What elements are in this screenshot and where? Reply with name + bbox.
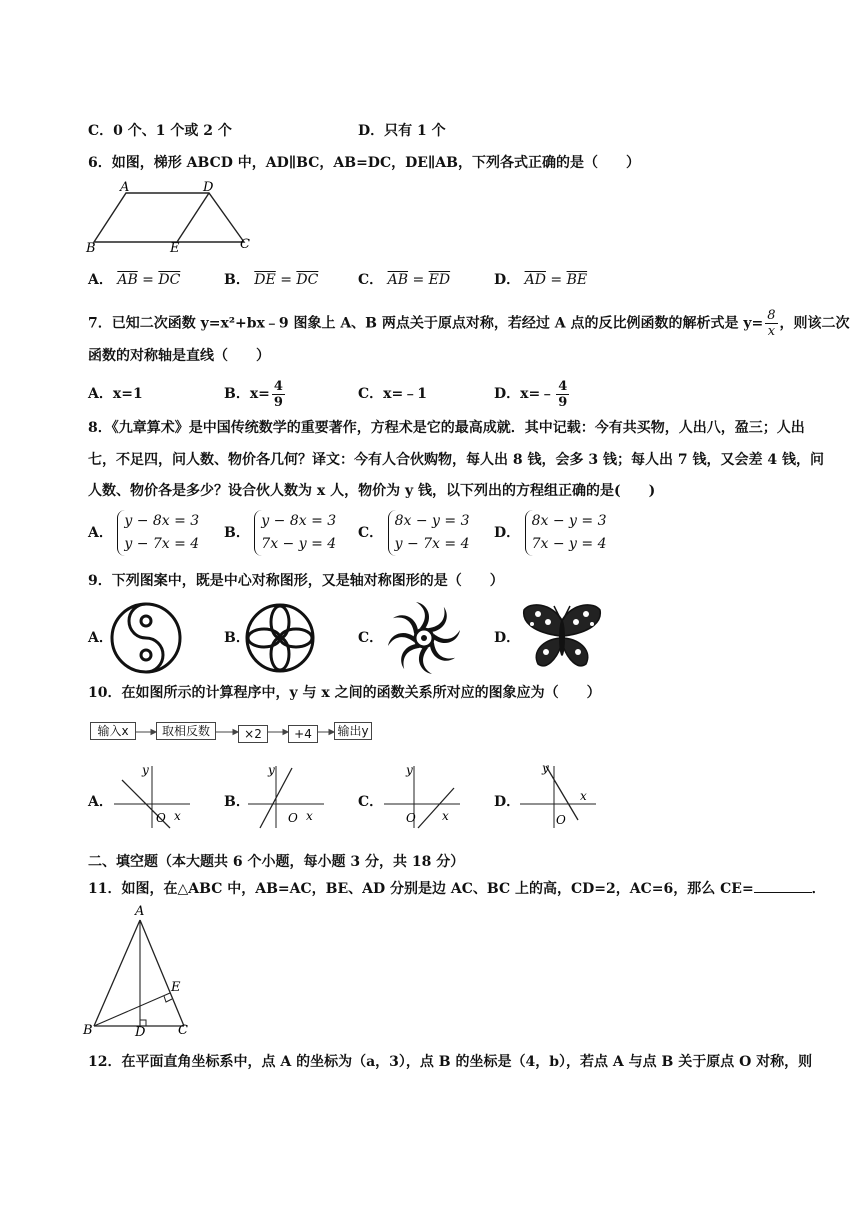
svg-text:D: D [135,1025,146,1038]
q10-graph-d [518,760,598,830]
q10-graph-a [112,760,192,830]
q12-stem: 12．在平面直角坐标系中，点 A 的坐标为（a，3），点 B 的坐标是（4，b），若点 A 与点 B 关于原点 O 对称，则 [88,1054,813,1070]
svg-text:O: O [288,811,298,825]
q10-option-b-label: B． [224,794,250,810]
q8-option-c: C． 8x − y = 3 y − 7x = 4 [358,510,470,556]
q6-option-c: C． $\overline{AB} = \overline{ED}$ [358,272,451,288]
q7-option-a: A．x=1 [88,386,143,402]
q8-stem-line3: 人数、物价各是多少？设合伙人数为 x 人，物价为 y 钱，以下列出的方程组正确的是( ) [88,483,656,499]
flow-plus-4: +4 [288,725,318,743]
svg-text:O: O [556,813,566,827]
q9-stem: 9．下列图案中，既是中心对称图形，又是轴对称图形的是（ ） [88,573,504,589]
q8-stem-line2: 七，不足四，问人数、物价各几何？译文：今有人合伙购物，每人出 8 钱，会多 3 钱；每人出 7 钱，又会差 4 钱，问 [88,452,824,468]
svg-text:x: x [306,809,313,823]
svg-text:y: y [268,763,275,777]
q7-stem-line2: 函数的对称轴是直线（ ） [88,348,270,364]
svg-text:E: E [171,980,181,995]
svg-text:x: x [174,809,181,823]
q8-option-d: D． 8x − y = 3 7x − y = 4 [494,510,606,556]
svg-text:y: y [142,763,149,777]
swirl-flower-figure [382,598,466,678]
q10-stem: 10．在如图所示的计算程序中，y 与 x 之间的函数关系所对应的图象应为（ ） [88,685,601,701]
q6-option-d: D． $\overline{AD} = \overline{BE}$ [494,272,588,288]
butterfly-figure [520,600,604,672]
q9-option-a-label: A． [88,630,113,646]
q9-option-c-label: C． [358,630,384,646]
q6-stem: 6．如图，梯形 ABCD 中，AD∥BC，AB=DC，DE∥AB，下列各式正确的是（ ） [88,155,641,171]
q8-option-b: B． y − 8x = 3 7x − y = 4 [224,510,336,556]
q6-label-a: A [120,180,130,195]
q10-graph-c [382,760,462,830]
svg-text:A: A [135,904,145,919]
q9-option-b-label: B． [224,630,250,646]
svg-text:C: C [178,1023,188,1038]
flow-arrows [130,720,340,744]
svg-text:y: y [542,761,549,775]
q10-option-d-label: D． [494,794,521,810]
q10-option-c-label: C． [358,794,384,810]
q6-label-d: D [203,180,214,195]
q6-trapezoid-figure [84,180,264,254]
four-petal-flower-figure [244,602,316,674]
q10-graph-b [246,760,326,830]
q11-triangle-figure [80,902,200,1038]
q7-option-d: D．x=﹣ $\frac{4}{9}$ [494,378,568,410]
svg-text:B: B [83,1023,93,1038]
q10-option-a-label: A． [88,794,113,810]
q6-label-b: B [86,241,96,254]
q8-stem-line1: 8．《九章算术》是中国传统数学的重要著作，方程术是它的最高成就．其中记载：今有共买物，人出八，盈三；人出 [88,420,805,436]
q6-label-e: E [170,241,180,254]
svg-text:O: O [156,811,166,825]
q11-answer-blank [754,878,812,893]
q9-option-d-label: D． [494,630,521,646]
yin-yang-figure [108,600,184,676]
q5-option-d: D．只有 1 个 [358,123,446,139]
q5-option-c: C．0 个、1 个或 2 个 [88,123,232,139]
flow-times-2: ×2 [238,725,268,743]
q11-stem: 11．如图，在△ABC 中，AB=AC，BE、AD 分别是边 AC、BC 上的高，CD=2，AC=6，那么 CE= ． [88,878,826,899]
svg-text:x: x [580,789,587,803]
q6-option-a: A． $\overline{AB} = \overline{DC}$ [88,272,181,288]
svg-text:y: y [406,763,413,777]
q7-option-b: B．x= $\frac{4}{9}$ [224,378,283,410]
svg-text:O: O [406,811,416,825]
flow-negate: 取相反数 [156,722,216,740]
q7-stem: 7．已知二次函数 y=x²+bx﹣9 图象上 A、B 两点关于原点对称，若经过 A 点的反比例函数的解析式是 y= $\frac{8}{x}$ ，则该二次 [88,308,850,339]
flow-output-y: 输出y [334,722,372,740]
q7-option-c: C．x=﹣1 [358,386,427,402]
section-2-heading: 二、填空题（本大题共 6 个小题，每小题 3 分，共 18 分） [88,854,465,870]
flow-input-x: 输入x [90,722,136,740]
svg-text:x: x [442,809,449,823]
q6-option-b: B． $\overline{DE} = \overline{DC}$ [224,272,319,288]
q6-label-c: C [240,237,250,252]
q8-option-a: A． y − 8x = 3 y − 7x = 4 [88,510,199,556]
